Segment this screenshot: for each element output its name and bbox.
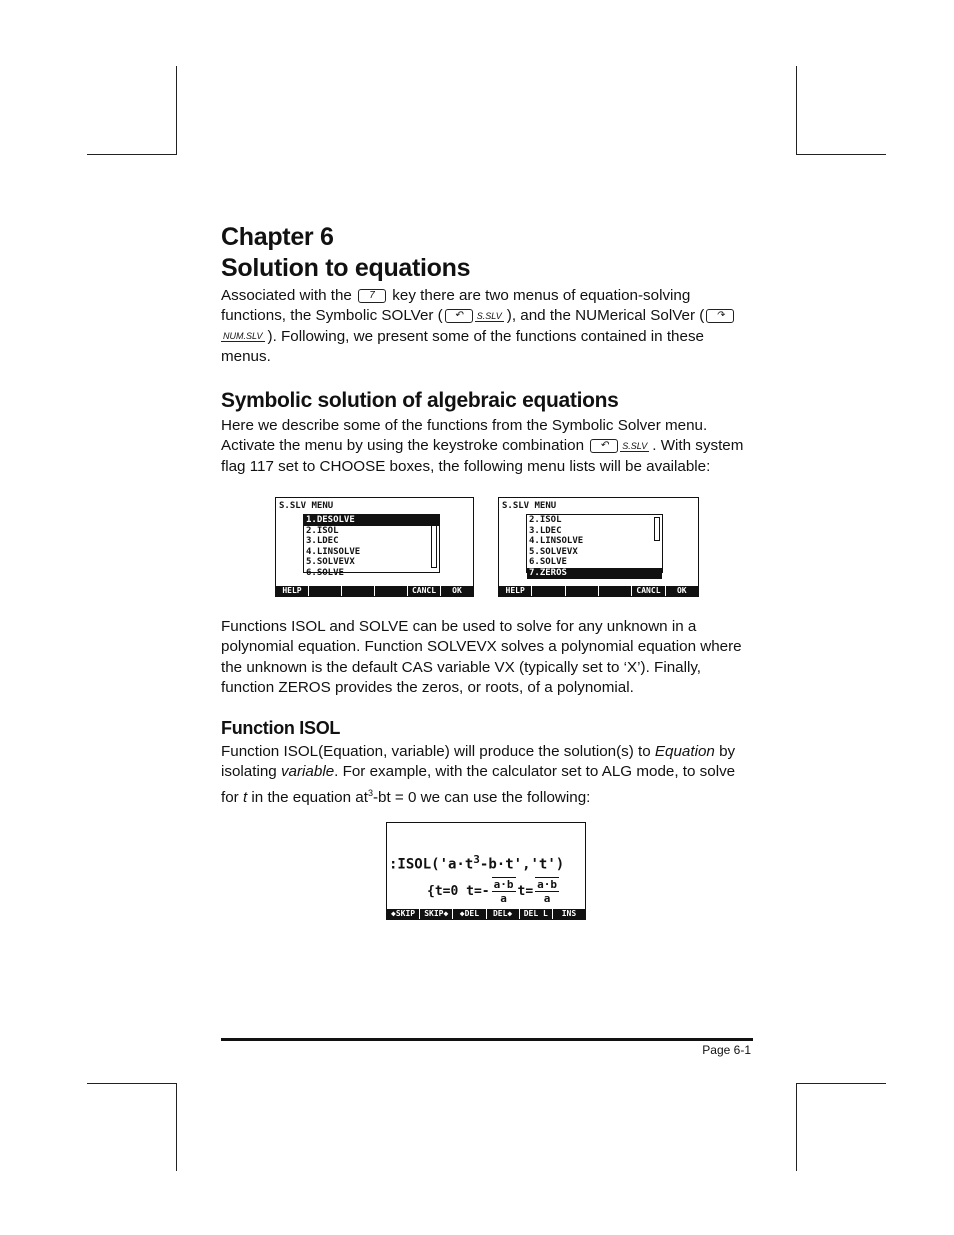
functions-paragraph: Functions ISOL and SOLVE can be used to solve for any unknown in a polynomial equation. Function SOLVEVX solves a polynomial equation where the unknown is the default CAS variable VX (typically set to ‘X’). Finally, function ZEROS provides the zeros, or roots, of a polynomial. bbox=[221, 618, 742, 696]
soft-key-del-right[interactable]: DEL◆ bbox=[487, 909, 520, 919]
right-shift-key-icon: ↷ bbox=[706, 309, 734, 323]
screen-title: S.SLV MENU bbox=[502, 501, 557, 511]
list-item[interactable]: 4.LINSOLVE bbox=[529, 536, 584, 547]
soft-key-blank[interactable] bbox=[342, 586, 375, 596]
choose-box-list bbox=[303, 514, 440, 578]
list-item[interactable]: 7.ZEROS bbox=[527, 568, 662, 579]
soft-key-blank[interactable] bbox=[309, 586, 342, 596]
soft-menu-bar bbox=[387, 909, 585, 919]
soft-key-help[interactable]: HELP bbox=[276, 586, 309, 596]
subsection-heading: Function ISOL bbox=[221, 718, 341, 738]
key-7-icon: 7 bbox=[358, 289, 386, 303]
list-item[interactable]: 5.SOLVEVX bbox=[529, 546, 578, 557]
soft-key-del-line[interactable]: DEL L bbox=[520, 909, 553, 919]
crop-mark-bottom-right-h bbox=[796, 1083, 886, 1084]
soft-key-blank[interactable] bbox=[599, 586, 632, 596]
list-item[interactable]: 5.SOLVEVX bbox=[306, 557, 355, 568]
crop-mark-bottom-left-h bbox=[87, 1083, 177, 1084]
result-line: {t=0 t=- a·b a t= $\frac{a\cdot b}{a}$ bbox=[427, 878, 558, 905]
soft-key-del-left[interactable]: ◆DEL bbox=[453, 909, 486, 919]
list-item[interactable]: 1.DESOLVE bbox=[304, 515, 439, 526]
list-item[interactable]: 2.ISOL bbox=[306, 525, 339, 536]
soft-key-help[interactable]: HELP bbox=[499, 586, 532, 596]
scrollbar[interactable] bbox=[431, 518, 437, 568]
soft-key-ok[interactable]: OK bbox=[676, 586, 687, 595]
crop-mark-top-left-h bbox=[87, 154, 177, 155]
list-item[interactable]: 6.SOLVE bbox=[529, 557, 567, 568]
left-shift-key-icon: ↶ bbox=[590, 439, 618, 453]
numslv-key-label: NUM.SLV bbox=[223, 331, 263, 342]
soft-key-blank[interactable] bbox=[566, 586, 599, 596]
soft-key-cancel[interactable]: CANCL bbox=[408, 586, 441, 596]
calculator-screen-isol bbox=[386, 822, 586, 920]
section-heading: Symbolic solution of algebraic equations bbox=[221, 389, 619, 412]
footer-rule bbox=[221, 1038, 753, 1041]
calculator-screen-menu-1 bbox=[275, 497, 474, 597]
soft-menu-bar bbox=[499, 586, 698, 596]
soft-key-blank[interactable] bbox=[532, 586, 565, 596]
list-item[interactable]: 3.LDEC bbox=[529, 525, 562, 536]
left-shift-key-icon: ↶ bbox=[445, 309, 473, 323]
screen-title: S.SLV MENU bbox=[279, 501, 334, 511]
isol-paragraph: Function ISOL(Equation, variable) will produce the solution(s) to Equation by isolating variable. For example, with the calculator set to ALG mode, to solve for t in the equation $at^3-bt = 0$ we can use the following: bbox=[221, 743, 736, 806]
fraction: a·b a bbox=[493, 878, 514, 905]
intro-paragraph: Associated with the 7 key there are two menus of equation-solving functions, the Symbolic SOLVer ( ↶ S.SLV ), and the NUMerical SolVer ( ↷NUM.SLV ). Following, we present some of the functions contained in these menus. bbox=[221, 286, 756, 367]
soft-menu-bar bbox=[276, 586, 473, 596]
input-line: $:ISOL('a\cdot t^3-b\cdot t','t')$ bbox=[389, 853, 565, 873]
crop-mark-top-left-v bbox=[176, 66, 177, 155]
soft-key-skip-left[interactable]: ◆SKIP bbox=[387, 909, 420, 919]
soft-key-skip-right[interactable]: SKIP◆ bbox=[420, 909, 453, 919]
scrollbar[interactable] bbox=[654, 517, 660, 541]
crop-mark-top-right-h bbox=[796, 154, 886, 155]
list-item[interactable]: 3.LDEC bbox=[306, 536, 339, 547]
soft-key-blank[interactable] bbox=[375, 586, 408, 596]
soft-key-cancel[interactable]: CANCL bbox=[632, 586, 665, 596]
choose-box-list bbox=[526, 514, 663, 578]
chapter-name: Solution to equations bbox=[221, 254, 471, 282]
calculator-screen-menu-2 bbox=[498, 497, 699, 597]
section-paragraph: Here we describe some of the functions from the Symbolic Solver menu. Activate the menu by using the keystroke combination ↶ S.SLV . With system flag 117 set to CHOOSE boxes, the following menu lists will be available: bbox=[221, 417, 744, 475]
crop-mark-top-right-v bbox=[796, 66, 797, 155]
soft-key-insert[interactable]: INS bbox=[561, 909, 577, 918]
crop-mark-bottom-left-v bbox=[176, 1083, 177, 1171]
ssv-key-label: S.SLV bbox=[622, 440, 648, 451]
list-item[interactable]: 6.SOLVE bbox=[306, 567, 344, 578]
list-item[interactable]: 4.LINSOLVE bbox=[306, 546, 361, 557]
list-item[interactable]: 2.ISOL bbox=[529, 515, 562, 525]
soft-key-ok[interactable]: OK bbox=[452, 586, 462, 595]
chapter-title bbox=[221, 222, 470, 284]
crop-mark-bottom-right-v bbox=[796, 1083, 797, 1171]
chapter-number: Chapter 6 bbox=[221, 223, 334, 251]
ssv-key-label: S.SLV bbox=[476, 310, 502, 321]
fraction: $\frac{a\cdot b}{a}$ bbox=[537, 878, 558, 905]
page-number: Page 6-1 bbox=[702, 1043, 751, 1057]
